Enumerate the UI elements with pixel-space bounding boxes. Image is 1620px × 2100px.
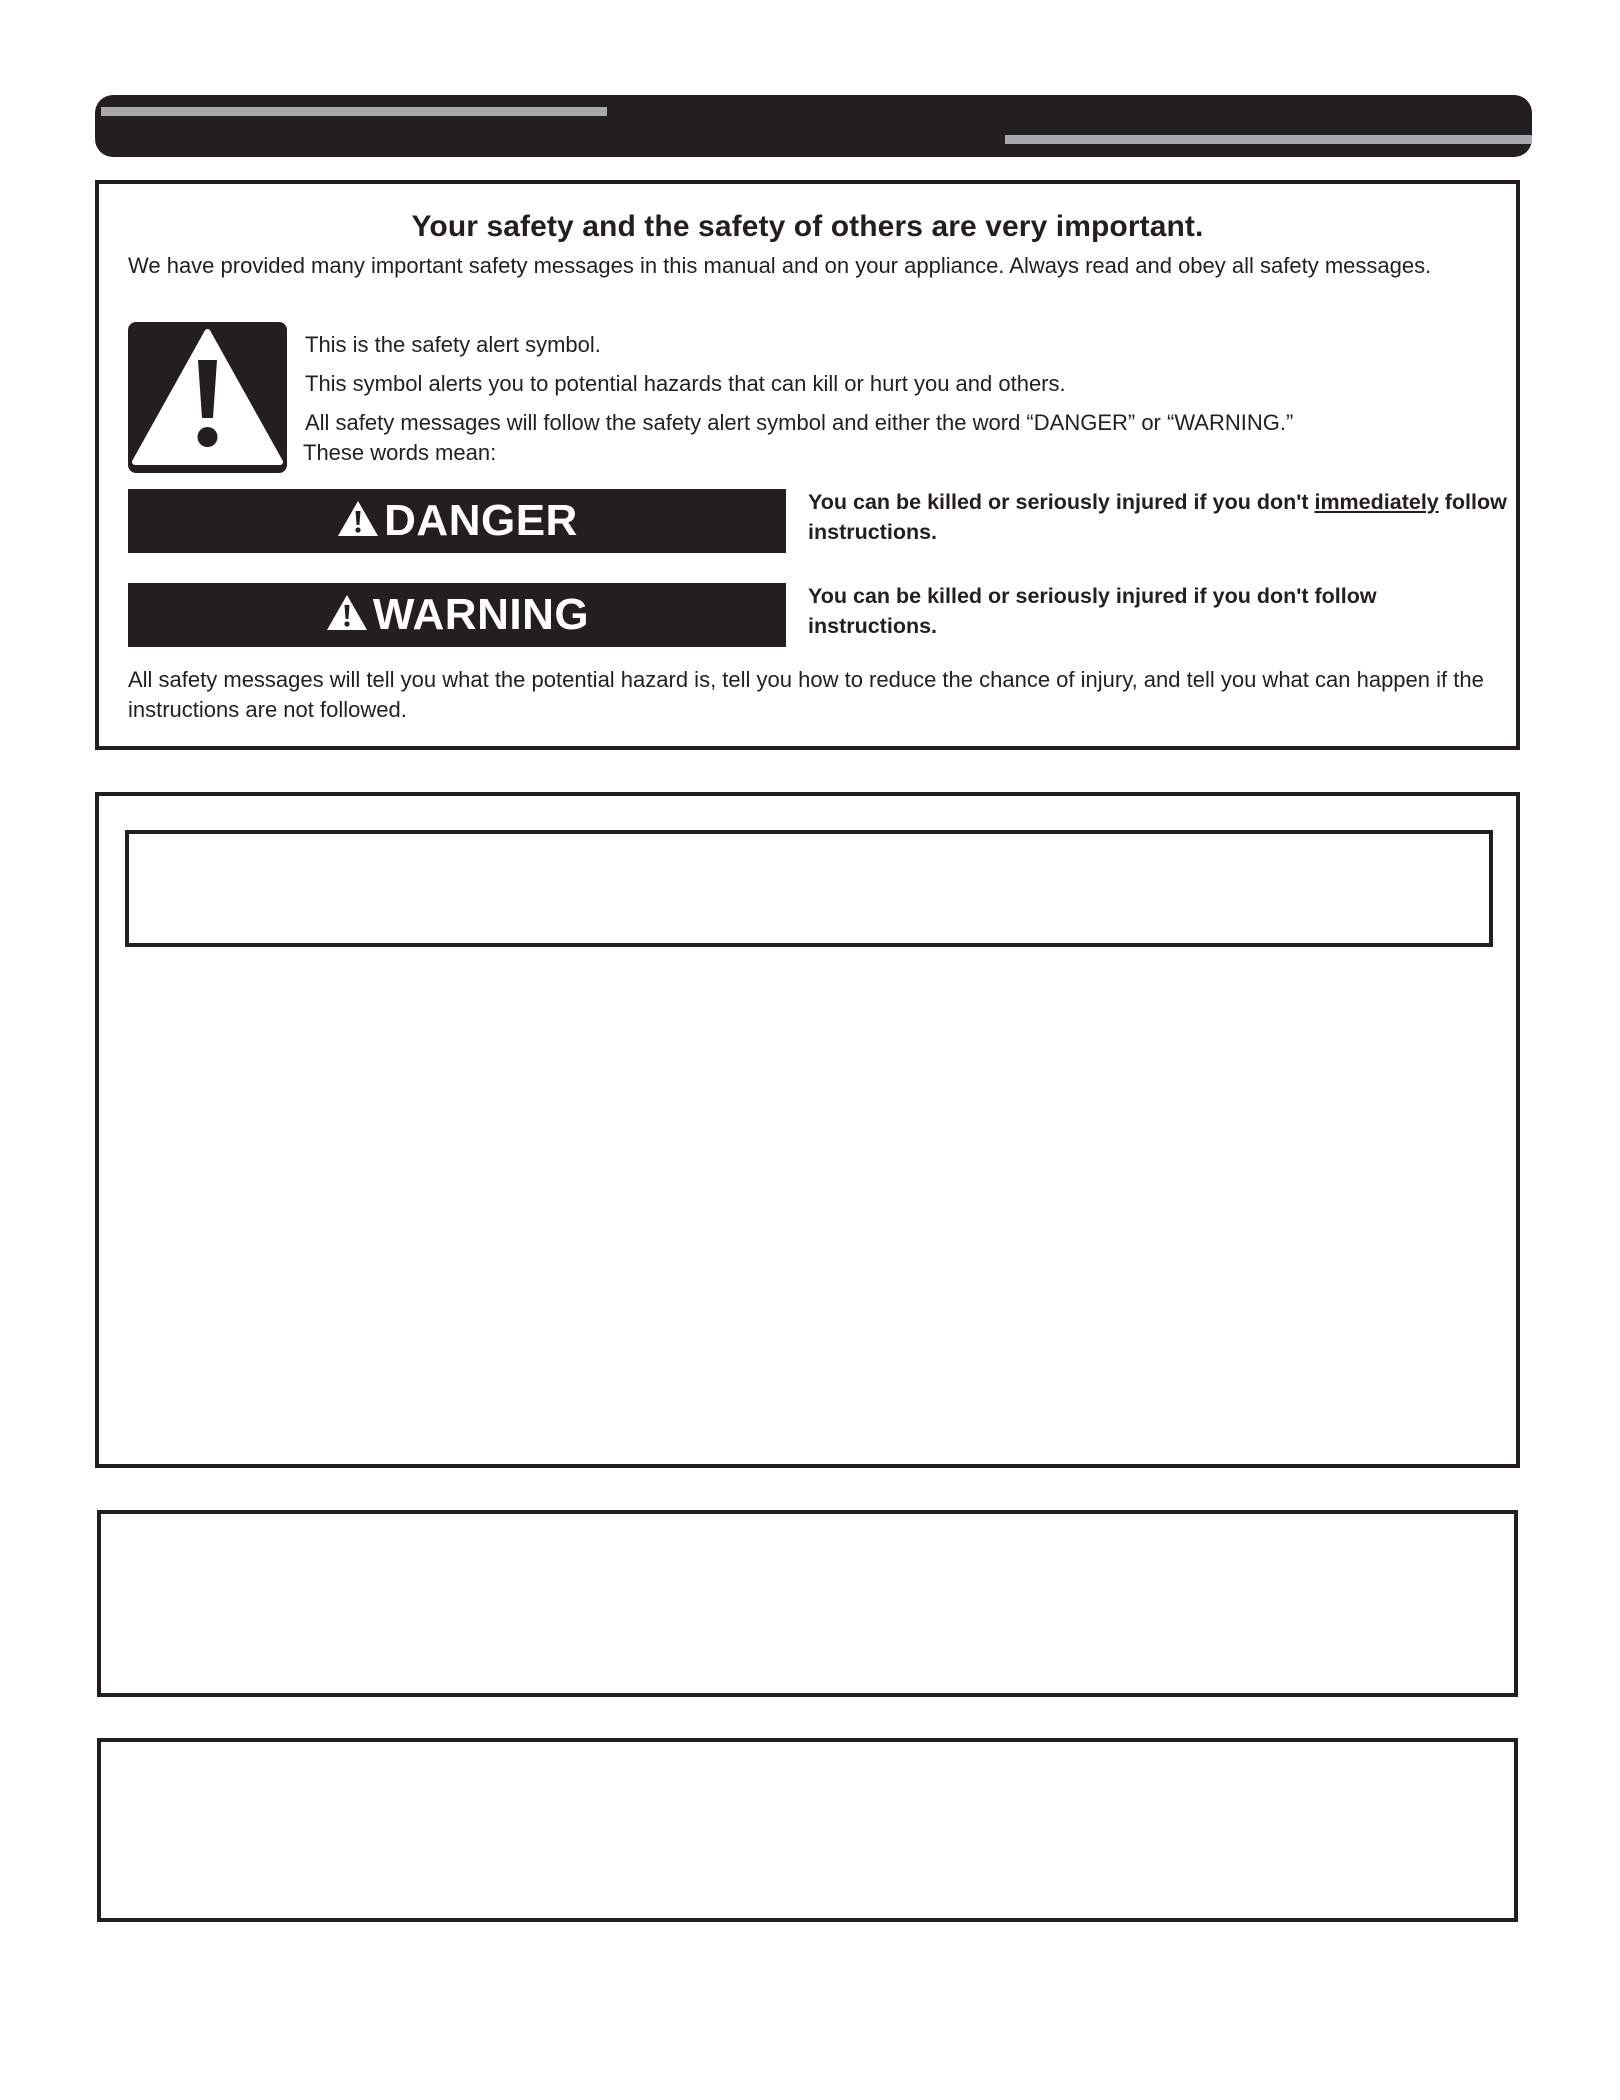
small-alert-triangle-icon: [325, 593, 369, 638]
danger-signal-bar: [128, 489, 786, 553]
safety-alert-triangle-icon: [128, 322, 287, 473]
warning-signal-bar: [128, 583, 786, 647]
safety-outro: All safety messages will tell you what the potential hazard is, tell you how to reduce the chance of injury, and tell you what can happen if the instructions are not followed.: [128, 667, 1484, 722]
alert-symbol-line: All safety messages will follow the safety alert symbol and either the word “DANGER” or “WARNING.”: [305, 410, 1294, 435]
warning-label: WARNING: [372, 590, 590, 639]
content-box-bottom: [97, 1738, 1518, 1922]
safety-title: Your safety and the safety of others are very important.: [411, 210, 1204, 243]
safety-intro: We have provided many important safety messages in this manual and on your appliance. Always read and obey all safety messages.: [128, 253, 1432, 278]
danger-description: [808, 487, 1508, 547]
alert-symbol-line: This is the safety alert symbol.: [305, 332, 601, 357]
danger-desc-text: You can be killed or seriously injured if you don't: [808, 490, 1315, 514]
safety-info-box: [95, 180, 1520, 750]
header-band: [95, 95, 1532, 157]
alert-symbol-line: These words mean:: [303, 440, 497, 465]
header-stripe-left: [101, 107, 607, 116]
danger-desc-emphasis: immediately: [1314, 490, 1439, 514]
alert-symbol-line: This symbol alerts you to potential hazards that can kill or hurt you and others.: [305, 371, 1066, 396]
danger-label: DANGER: [384, 496, 578, 545]
header-stripe-right: [1005, 135, 1532, 144]
small-alert-triangle-icon: [336, 499, 380, 544]
warning-description: You can be killed or seriously injured if you don't follow instructions.: [808, 584, 1377, 638]
content-box-inner-heading: [125, 830, 1493, 947]
content-box-large: [95, 792, 1520, 1468]
content-box-mid: [97, 1510, 1518, 1697]
danger-desc-text: follow instructions.: [808, 490, 1507, 544]
